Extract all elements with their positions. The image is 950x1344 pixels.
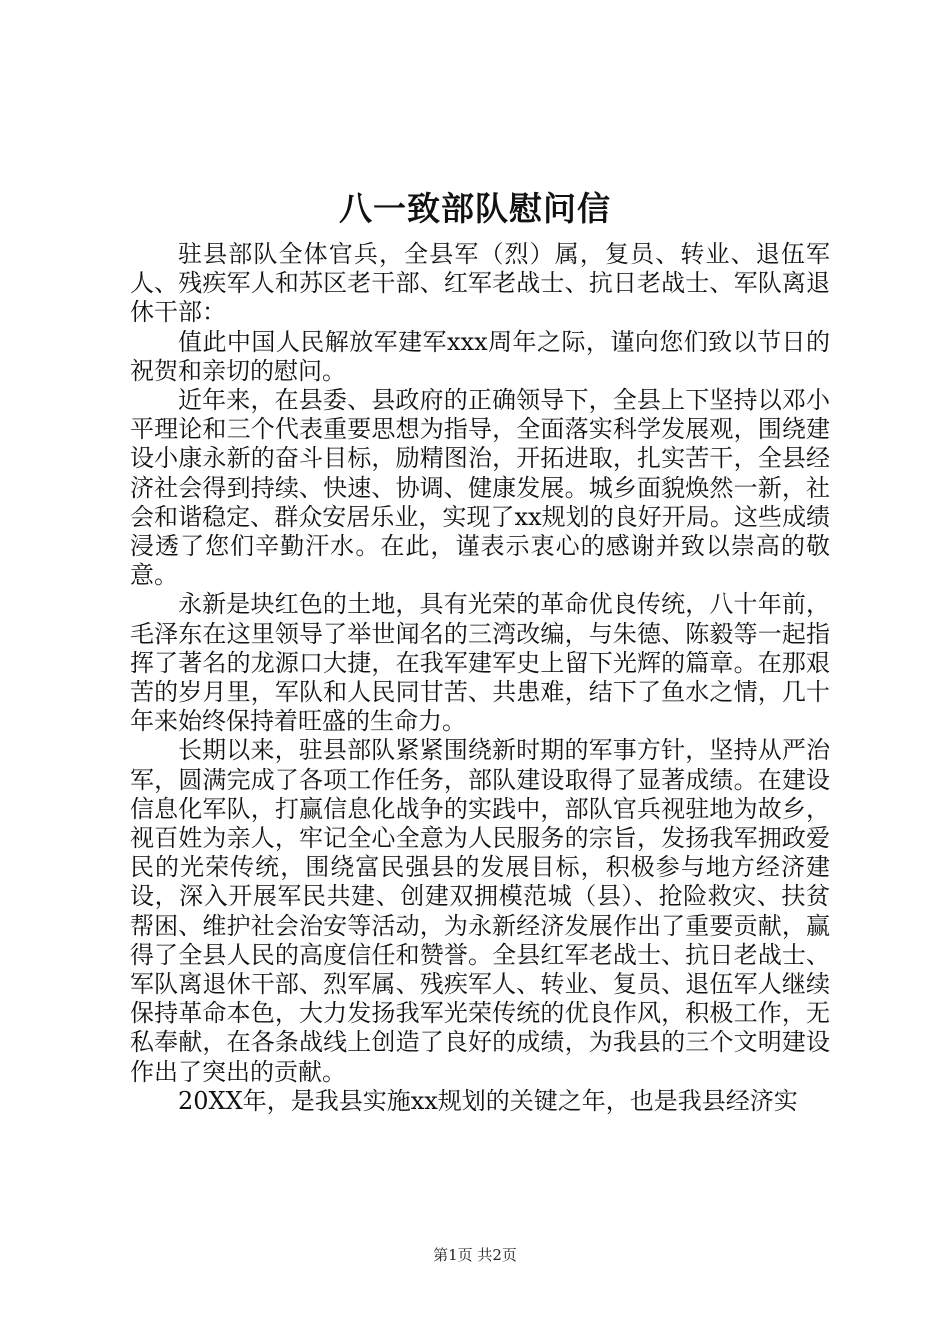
- paragraph-1: 值此中国人民解放军建军xxx周年之际，谨向您们致以节日的祝贺和亲切的慰问。: [130, 327, 830, 385]
- paragraph-3: 永新是块红色的土地，具有光荣的革命优良传统，八十年前，毛泽东在这里领导了举世闻名的三湾改编，与朱德、陈毅等一起指挥了著名的龙源口大捷，在我军建军史上留下光辉的篇章。在那艰苦的岁月里，军队和人民同甘苦、共患难，结下了鱼水之情，几十年来始终保持着旺盛的生命力。: [130, 590, 830, 736]
- paragraph-5: 20XX年，是我县实施xx规划的关键之年，也是我县经济实: [178, 1086, 798, 1115]
- document-title: 八一致部队慰问信: [339, 189, 611, 228]
- letter-body: [130, 240, 830, 1116]
- page-number-footer: 第1页 共2页: [433, 1246, 517, 1264]
- salutation: 驻县部队全体官兵，全县军（烈）属，复员、转业、退伍军人、残疾军人和苏区老干部、红军老战士、抗日老战士、军队离退休干部：: [130, 240, 830, 327]
- paragraph-2: 近年来，在县委、县政府的正确领导下，全县上下坚持以邓小平理论和三个代表重要思想为指导，全面落实科学发展观，围绕建设小康永新的奋斗目标，励精图治，开拓进取，扎实苦干，全县经济社会得到持续、快速、协调、健康发展。城乡面貌焕然一新，社会和谐稳定、群众安居乐业，实现了xx规划的良好开局。这些成绩浸透了您们辛勤汗水。在此，谨表示衷心的感谢并致以崇高的敬意。: [130, 386, 830, 590]
- paragraph-4: 长期以来，驻县部队紧紧围绕新时期的军事方针，坚持从严治军，圆满完成了各项工作任务，部队建设取得了显著成绩。在建设信息化军队，打赢信息化战争的实践中，部队官兵视驻地为故乡，视百姓为亲人，牢记全心全意为人民服务的宗旨，发扬我军拥政爱民的光荣传统，围绕富民强县的发展目标，积极参与地方经济建设，深入开展军民共建、创建双拥模范城（县）、抢险救灾、扶贫帮困、维护社会治安等活动，为永新经济发展作出了重要贡献，赢得了全县人民的高度信任和赞誉。全县红军老战士、抗日老战士、军队离退休干部、烈军属、残疾军人、转业、复员、退伍军人继续保持革命本色，大力发扬我军光荣传统的优良作风，积极工作，无私奉献，在各条战线上创造了良好的成绩，为我县的三个文明建设作出了突出的贡献。: [130, 736, 830, 1086]
